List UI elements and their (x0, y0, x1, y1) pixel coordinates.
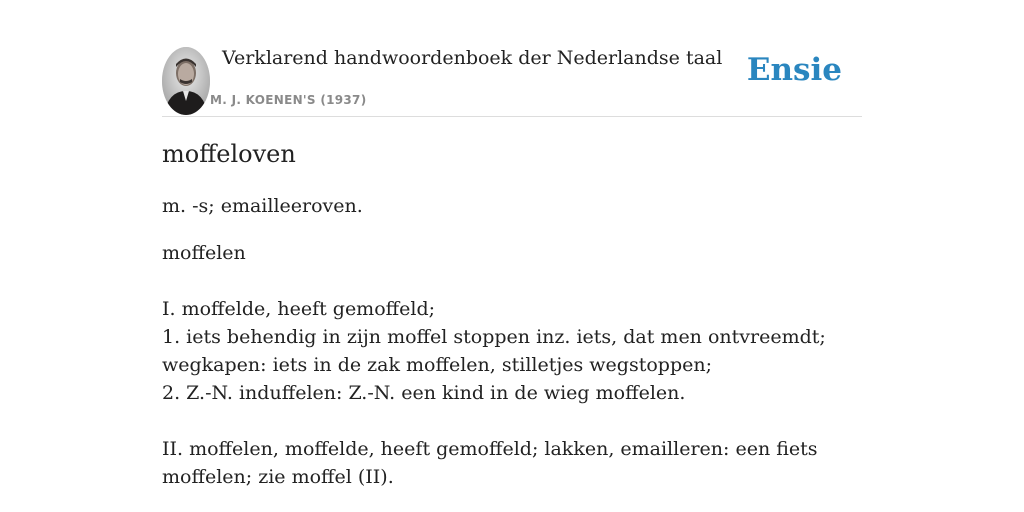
sense-item: II. moffelen, moffelde, heeft gemoffeld; lakken, emailleren: een fiets moffelen; zie moffel (II). (162, 438, 818, 488)
entry-subword: moffelen (162, 242, 246, 264)
sense-item: I. moffelde, heeft gemoffeld; (162, 298, 436, 320)
brand-logo-link[interactable]: Ensie (746, 52, 842, 88)
sense-item: 1. iets behendig in zijn moffel stoppen inz. iets, dat men ontvreemdt; wegkapen: iets in de zak moffelen, stilletjes wegstoppen; (162, 326, 826, 376)
author-portrait-icon (162, 47, 210, 115)
sense-item: 2. Z.-N. induffelen: Z.-N. een kind in de wieg moffelen. (162, 382, 686, 404)
dictionary-subtitle: M. J. KOENEN'S (1937) (210, 93, 367, 107)
dictionary-title: Verklarend handwoordenboek der Nederlandse taal (222, 47, 723, 69)
entry-headword: moffeloven (162, 140, 296, 168)
entry-definition: m. -s; emailleeroven. (162, 195, 363, 217)
entry-senses (162, 295, 862, 491)
sense-spacer (162, 407, 862, 435)
page (162, 0, 862, 488)
header (162, 0, 862, 117)
